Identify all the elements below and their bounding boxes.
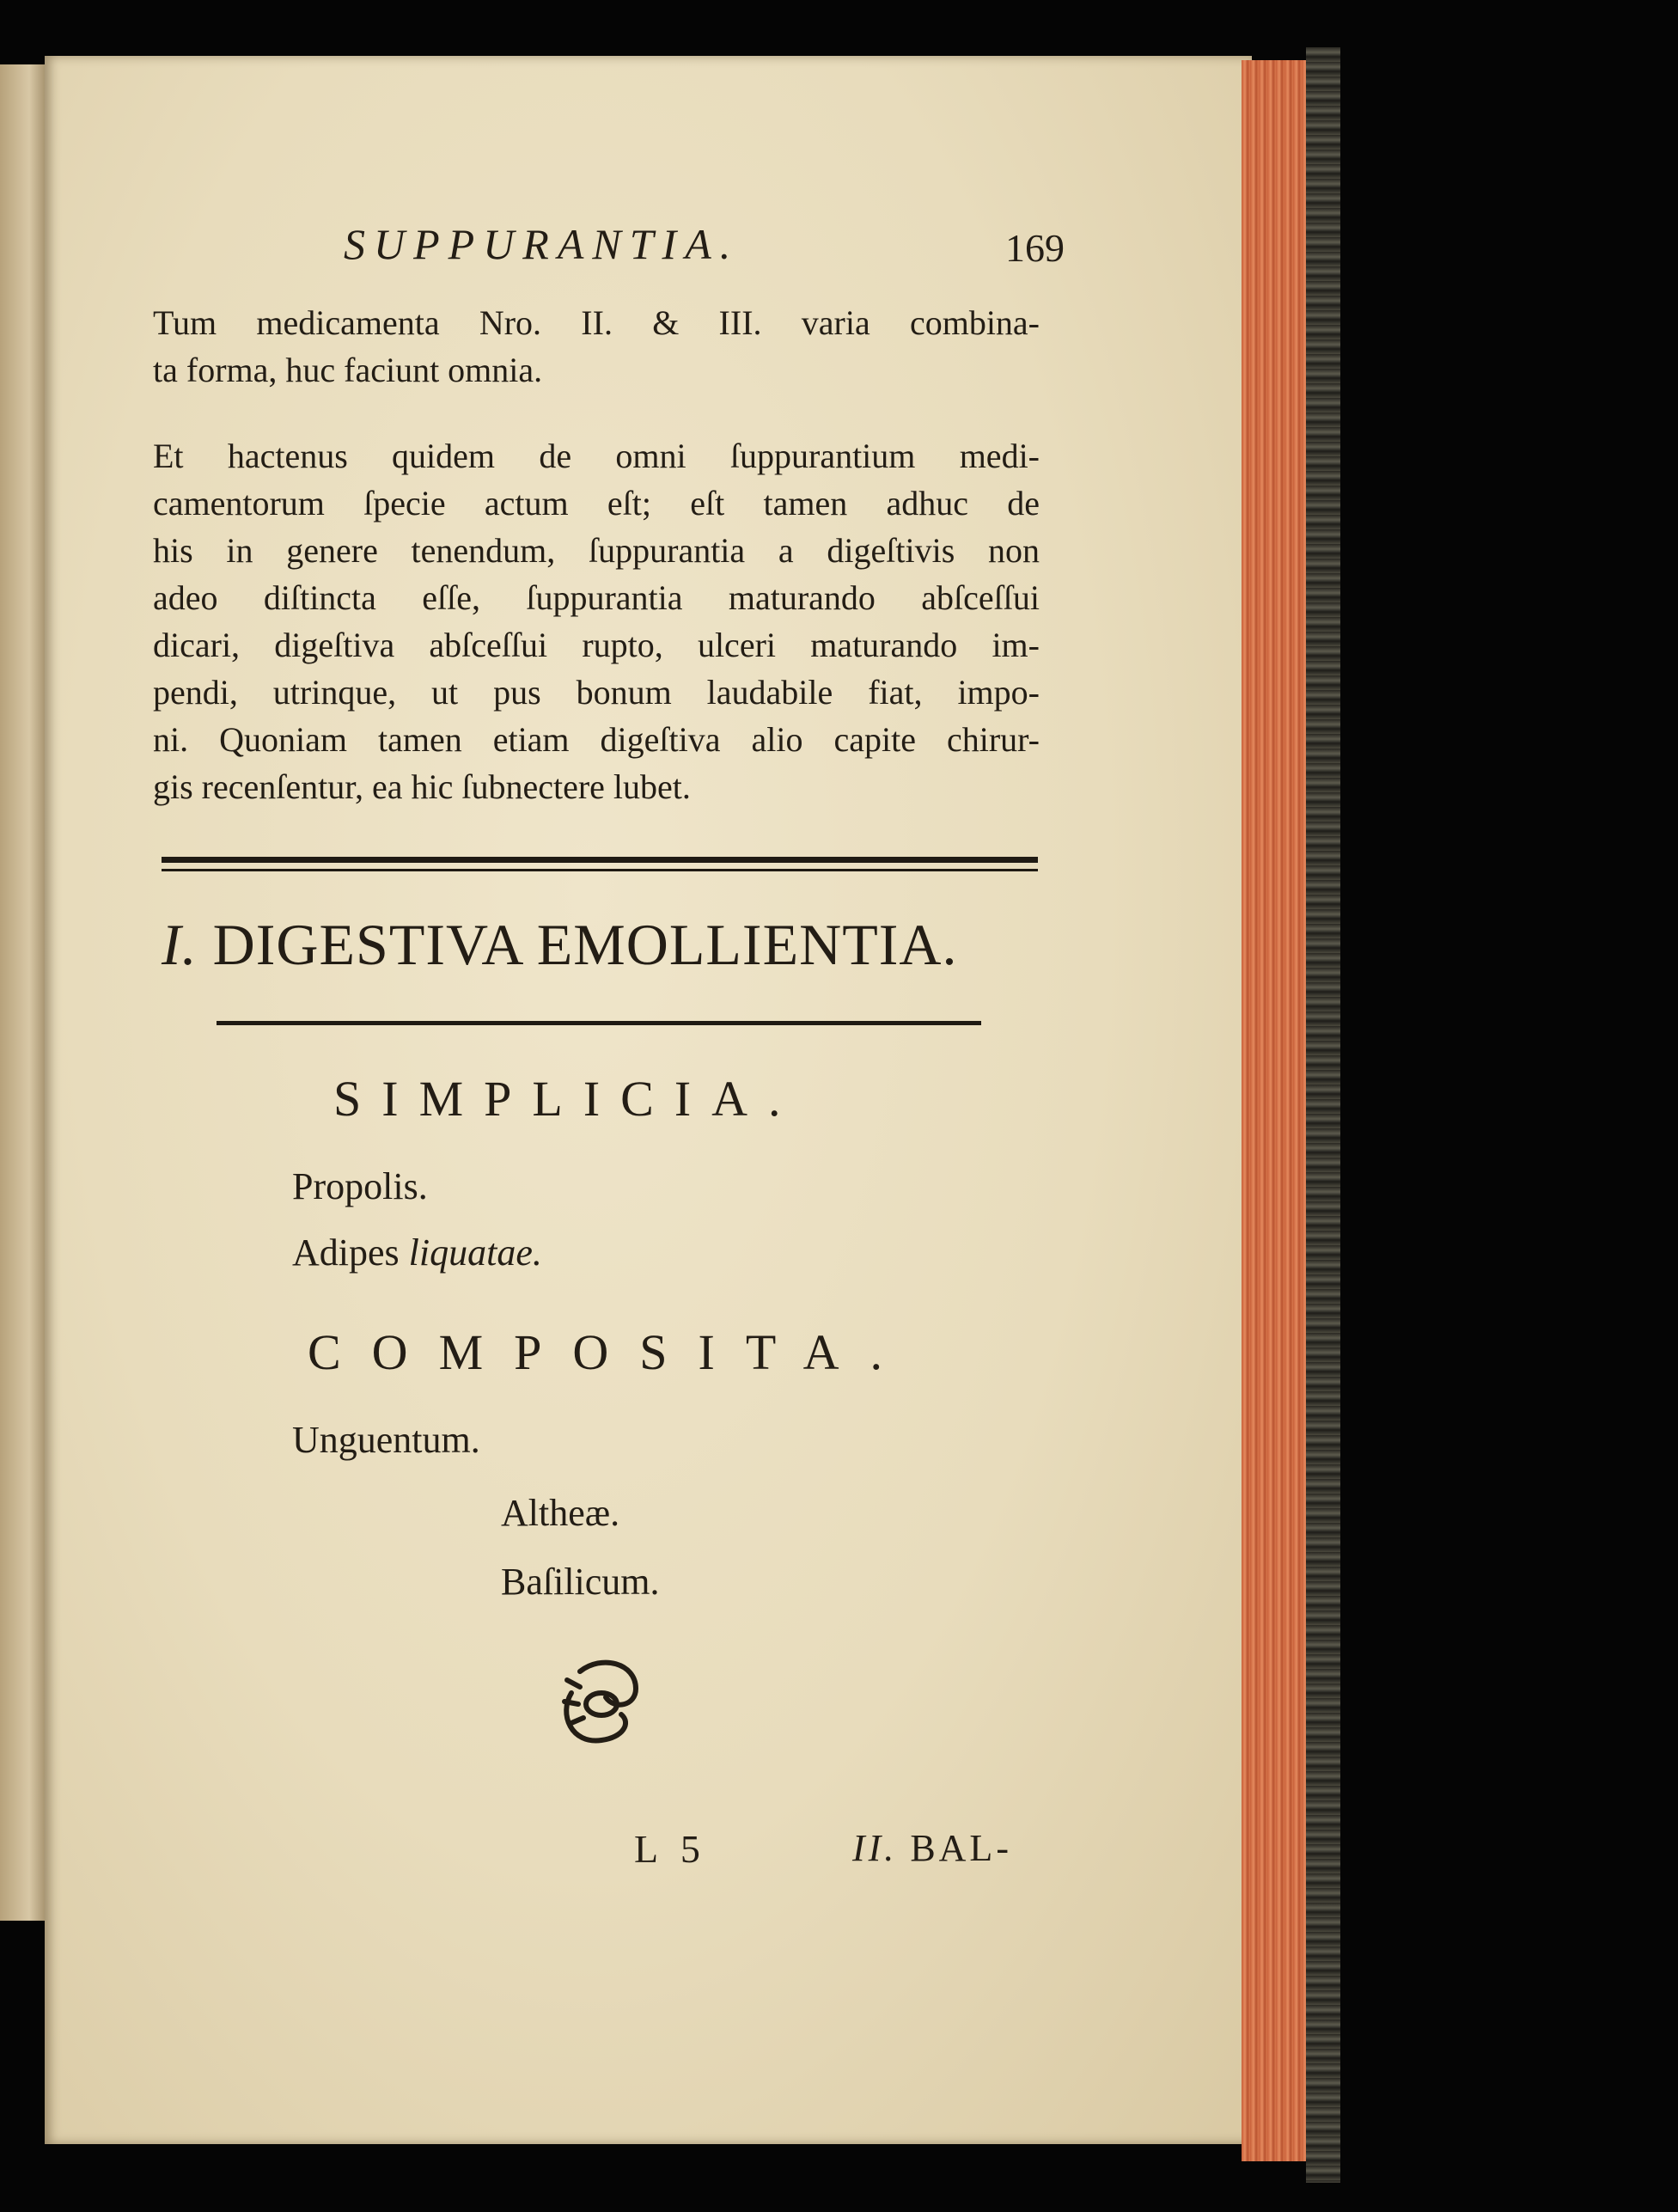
item-adipes-italic: liquatae. <box>408 1231 542 1274</box>
section-rule-thick <box>162 857 1038 863</box>
running-head: SUPPURANTIA. <box>344 220 740 268</box>
subitem-basilicum: Baſilicum. <box>501 1561 660 1603</box>
text-line: dicari, digeſtiva abſceſſui rupto, ulceri maturando im- <box>153 626 1040 664</box>
section-title-text: DIGESTIVA EMOLLIENTIA. <box>212 912 958 977</box>
text-line: Tum medicamenta Nro. II. & III. varia combina- <box>153 303 1040 342</box>
text-line: adeo diſtincta eſſe, ſuppurantia maturando abſceſſui <box>153 578 1040 617</box>
item-adipes-word: Adipes <box>292 1231 400 1274</box>
page-number: 169 <box>1005 226 1065 270</box>
text-line: ni. Quoniam tamen etiam digeſtiva alio capite chirur- <box>153 720 1040 759</box>
signature-mark: L 5 <box>634 1827 707 1871</box>
text-line: ta forma, huc faciunt omnia. <box>153 351 543 389</box>
section-rule-thin <box>162 869 1038 871</box>
simplicia-heading: SIMPLICIA. <box>333 1071 802 1127</box>
item-propolis: Propolis. <box>292 1165 428 1207</box>
text-line: his in genere tenendum, ſuppurantia a digeſtivis non <box>153 531 1040 570</box>
section-title <box>162 911 958 979</box>
subitem-altheae: Altheæ. <box>501 1492 620 1534</box>
paragraph-1 <box>153 299 1040 394</box>
catchword <box>852 1826 1012 1870</box>
catchword-text: BAL- <box>910 1827 1012 1869</box>
text-line: Et hactenus quidem de omni ſuppurantium medi- <box>153 437 1040 475</box>
printers-ornament-icon <box>554 1654 653 1753</box>
page-edges <box>1242 60 1306 2161</box>
item-adipes <box>292 1231 542 1274</box>
text-line: pendi, utrinque, ut pus bonum laudabile fiat, impo- <box>153 673 1040 712</box>
title-underline <box>217 1021 981 1025</box>
composita-heading: COMPOSITA. <box>308 1324 914 1380</box>
book-binding <box>1306 47 1340 2183</box>
section-number: I. <box>162 912 198 977</box>
text-line: camentorum ſpecie actum eſt; eſt tamen adhuc de <box>153 484 1040 522</box>
catchword-number: II. <box>852 1827 898 1869</box>
text-line: gis recenſentur, ea hic ſubnectere lubet. <box>153 767 691 806</box>
paragraph-2 <box>153 432 1040 810</box>
item-unguentum: Unguentum. <box>292 1419 480 1461</box>
